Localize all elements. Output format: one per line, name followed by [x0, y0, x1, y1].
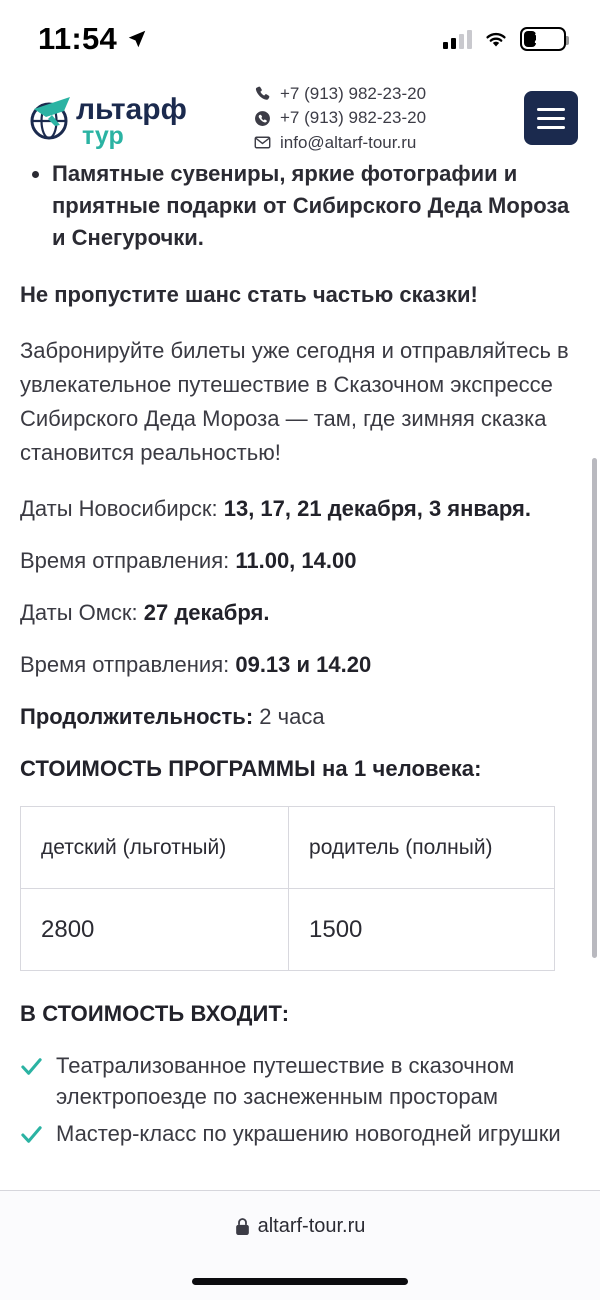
list-item: Памятные сувениры, яркие фотографии и приятные подарки от Сибирского Деда Мороза и Снегурочки.	[20, 158, 580, 254]
info-label: Продолжительность:	[20, 704, 254, 730]
mail-icon	[254, 134, 271, 151]
svg-text:льтарф: льтарф	[76, 93, 187, 126]
list-item-label: Мастер-класс по украшению новогодней игрушки	[56, 1120, 561, 1146]
info-value: 13, 17, 21 декабря, 3 января.	[223, 496, 531, 522]
page-content[interactable]	[0, 158, 600, 1190]
info-value: 11.00, 14.00	[235, 548, 357, 574]
burger-line	[537, 117, 565, 120]
burger-line	[537, 108, 565, 111]
info-value: 27 декабря.	[143, 600, 270, 626]
info-dates-omsk	[20, 600, 580, 626]
battery-icon	[520, 27, 566, 51]
table-cell-price-child: 2800	[21, 889, 289, 971]
info-departure-omsk	[20, 652, 580, 678]
content-headline: Не пропустите шанс стать частью сказки!	[20, 281, 478, 307]
menu-button[interactable]	[524, 91, 578, 145]
price-table	[20, 806, 555, 971]
lock-icon	[235, 1217, 250, 1236]
svg-text:тур: тур	[82, 122, 124, 149]
included-list	[20, 1051, 580, 1149]
contact-whatsapp-value: +7 (913) 982-23-20	[280, 108, 427, 128]
content-paragraph: Забронируйте билеты уже сегодня и отправляйтесь в увлекательное путешествие в Сказочном экспрессе Сибирского Деда Мороза — там, где зимняя сказка становится реальностью!	[20, 337, 569, 465]
contact-email[interactable]	[254, 132, 514, 153]
home-indicator-area	[0, 1262, 600, 1300]
table-header-cell: родитель (полный)	[289, 807, 555, 889]
site-header	[0, 78, 600, 158]
info-dates-novosibirsk	[20, 496, 580, 522]
url-text: altarf-tour.ru	[257, 1215, 366, 1237]
phone-icon	[254, 85, 271, 102]
list-item	[20, 1051, 580, 1113]
status-left	[38, 21, 148, 57]
battery-level: 29	[534, 30, 552, 47]
table-row	[21, 807, 555, 889]
contact-phone-value: +7 (913) 982-23-20	[280, 84, 427, 104]
wifi-icon	[483, 29, 509, 49]
included-title: В СТОИМОСТЬ ВХОДИТ:	[20, 1001, 290, 1027]
contact-phone[interactable]	[254, 83, 514, 104]
altarf-tour-logo-icon	[20, 87, 240, 149]
info-label: Даты Омск:	[20, 600, 144, 626]
table-header-cell: детский (льготный)	[21, 807, 289, 889]
status-bar	[0, 0, 600, 78]
info-departure-novosibirsk	[20, 548, 580, 574]
home-indicator[interactable]	[192, 1278, 408, 1285]
status-right	[443, 27, 566, 51]
table-cell-price-parent: 1500	[289, 889, 555, 971]
contact-whatsapp[interactable]	[254, 107, 514, 128]
whatsapp-icon	[254, 110, 271, 127]
status-time: 11:54	[38, 21, 118, 56]
contact-email-value: info@altarf-tour.ru	[280, 132, 417, 152]
list-item-label: Театрализованное путешествие в сказочном электропоезде по заснеженным просторам	[56, 1053, 515, 1109]
cellular-bars-icon	[443, 29, 472, 49]
price-title: СТОИМОСТЬ ПРОГРАММЫ на 1 человека:	[20, 756, 482, 782]
browser-address-bar[interactable]	[0, 1190, 600, 1262]
list-item	[20, 1119, 580, 1150]
header-contacts	[250, 83, 514, 153]
table-row	[21, 889, 555, 971]
location-arrow-icon	[126, 28, 148, 50]
info-label: Время отправления:	[20, 548, 236, 574]
benefits-list	[20, 158, 580, 254]
info-value: 09.13 и 14.20	[235, 652, 372, 678]
info-value: 2 часа	[253, 704, 325, 730]
check-icon	[20, 1123, 43, 1146]
burger-line	[537, 126, 565, 129]
info-label: Время отправления:	[20, 652, 236, 678]
info-duration	[20, 704, 580, 730]
info-label: Даты Новосибирск:	[20, 496, 224, 522]
check-icon	[20, 1055, 43, 1078]
site-logo[interactable]	[20, 87, 240, 149]
scrollbar[interactable]	[592, 458, 597, 958]
